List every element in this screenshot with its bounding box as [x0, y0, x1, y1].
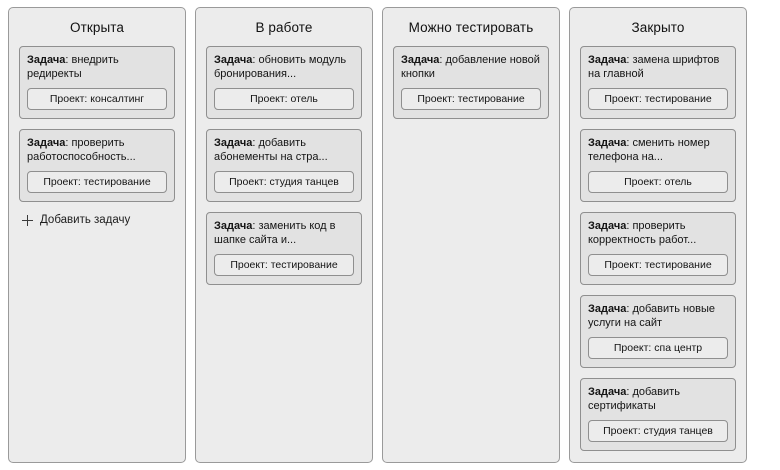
add-task-button[interactable]: [19, 212, 175, 228]
task-label: Задача: [27, 54, 66, 66]
kanban-column: [195, 7, 373, 463]
task-label: Задача: [401, 54, 440, 66]
task-title: проверить корректность работ...: [588, 220, 697, 246]
project-chip[interactable]: Проект: тестирование: [588, 254, 728, 276]
task-title: добавить абонементы на стра...: [214, 137, 328, 163]
column-title: Закрыто: [631, 20, 685, 35]
task-label-separator: :: [252, 137, 259, 149]
task-title: заменить код в шапке сайта и...: [214, 220, 336, 246]
task-title: проверить работоспособность...: [27, 137, 136, 163]
project-chip[interactable]: Проект: тестирование: [214, 254, 354, 276]
task-label: Задача: [214, 220, 253, 232]
task-card-text: [27, 54, 167, 81]
column-title: В работе: [255, 20, 313, 35]
plus-icon: [22, 215, 33, 226]
task-label-separator: :: [626, 54, 633, 66]
task-label-separator: :: [626, 220, 633, 232]
task-label-separator: :: [65, 54, 72, 66]
card-list: [570, 46, 746, 462]
task-label-separator: :: [439, 54, 446, 66]
project-chip[interactable]: Проект: отель: [588, 171, 728, 193]
card-list: [383, 46, 559, 462]
project-chip[interactable]: Проект: тестирование: [27, 171, 167, 193]
task-card[interactable]: [580, 212, 736, 285]
task-title: сменить номер телефона на...: [588, 137, 710, 163]
task-label: Задача: [214, 54, 253, 66]
task-label: Задача: [588, 54, 627, 66]
task-card[interactable]: [206, 46, 362, 119]
task-label: Задача: [214, 137, 253, 149]
project-chip[interactable]: Проект: студия танцев: [214, 171, 354, 193]
task-card-text: [214, 54, 354, 81]
kanban-column: [8, 7, 186, 463]
task-title: добавить новые услуги на сайт: [588, 303, 716, 329]
project-chip[interactable]: Проект: тестирование: [588, 88, 728, 110]
task-label: Задача: [588, 303, 627, 315]
task-label-separator: :: [65, 137, 72, 149]
project-chip[interactable]: Проект: консалтинг: [27, 88, 167, 110]
task-card[interactable]: [393, 46, 549, 119]
task-card[interactable]: [19, 129, 175, 202]
task-card[interactable]: [19, 46, 175, 119]
task-card-text: [588, 54, 728, 81]
task-card[interactable]: [580, 295, 736, 368]
task-card-text: [27, 137, 167, 164]
task-card[interactable]: [580, 129, 736, 202]
task-label-separator: :: [252, 54, 259, 66]
task-card-text: [588, 303, 728, 330]
task-label-separator: :: [626, 137, 633, 149]
task-title: обновить модуль бронирования...: [214, 54, 347, 80]
task-card[interactable]: [206, 129, 362, 202]
kanban-column: [382, 7, 560, 463]
task-label: Задача: [27, 137, 66, 149]
column-title: Открыта: [69, 20, 125, 35]
column-title: Можно тестировать: [408, 20, 534, 35]
task-label: Задача: [588, 386, 627, 398]
task-card-text: [588, 386, 728, 413]
task-card[interactable]: [206, 212, 362, 285]
project-chip[interactable]: Проект: спа центр: [588, 337, 728, 359]
task-card-text: [214, 220, 354, 247]
project-chip[interactable]: Проект: тестирование: [401, 88, 541, 110]
add-task-label: Добавить задачу: [40, 214, 131, 226]
task-label: Задача: [588, 137, 627, 149]
project-chip[interactable]: Проект: отель: [214, 88, 354, 110]
project-chip[interactable]: Проект: студия танцев: [588, 420, 728, 442]
task-label-separator: :: [252, 220, 259, 232]
task-card-text: [214, 137, 354, 164]
task-card[interactable]: [580, 378, 736, 451]
kanban-column: [569, 7, 747, 463]
task-title: добавить сертификаты: [588, 386, 680, 412]
task-card-text: [588, 220, 728, 247]
card-list: [196, 46, 372, 462]
task-card-text: [401, 54, 541, 81]
task-title: добавление новой кнопки: [401, 54, 540, 80]
task-card-text: [588, 137, 728, 164]
task-label-separator: :: [626, 386, 633, 398]
card-list: [9, 46, 185, 462]
task-title: внедрить редиректы: [27, 54, 119, 80]
task-label: Задача: [588, 220, 627, 232]
task-title: замена шрифтов на главной: [588, 54, 720, 80]
task-card[interactable]: [580, 46, 736, 119]
task-label-separator: :: [626, 303, 633, 315]
